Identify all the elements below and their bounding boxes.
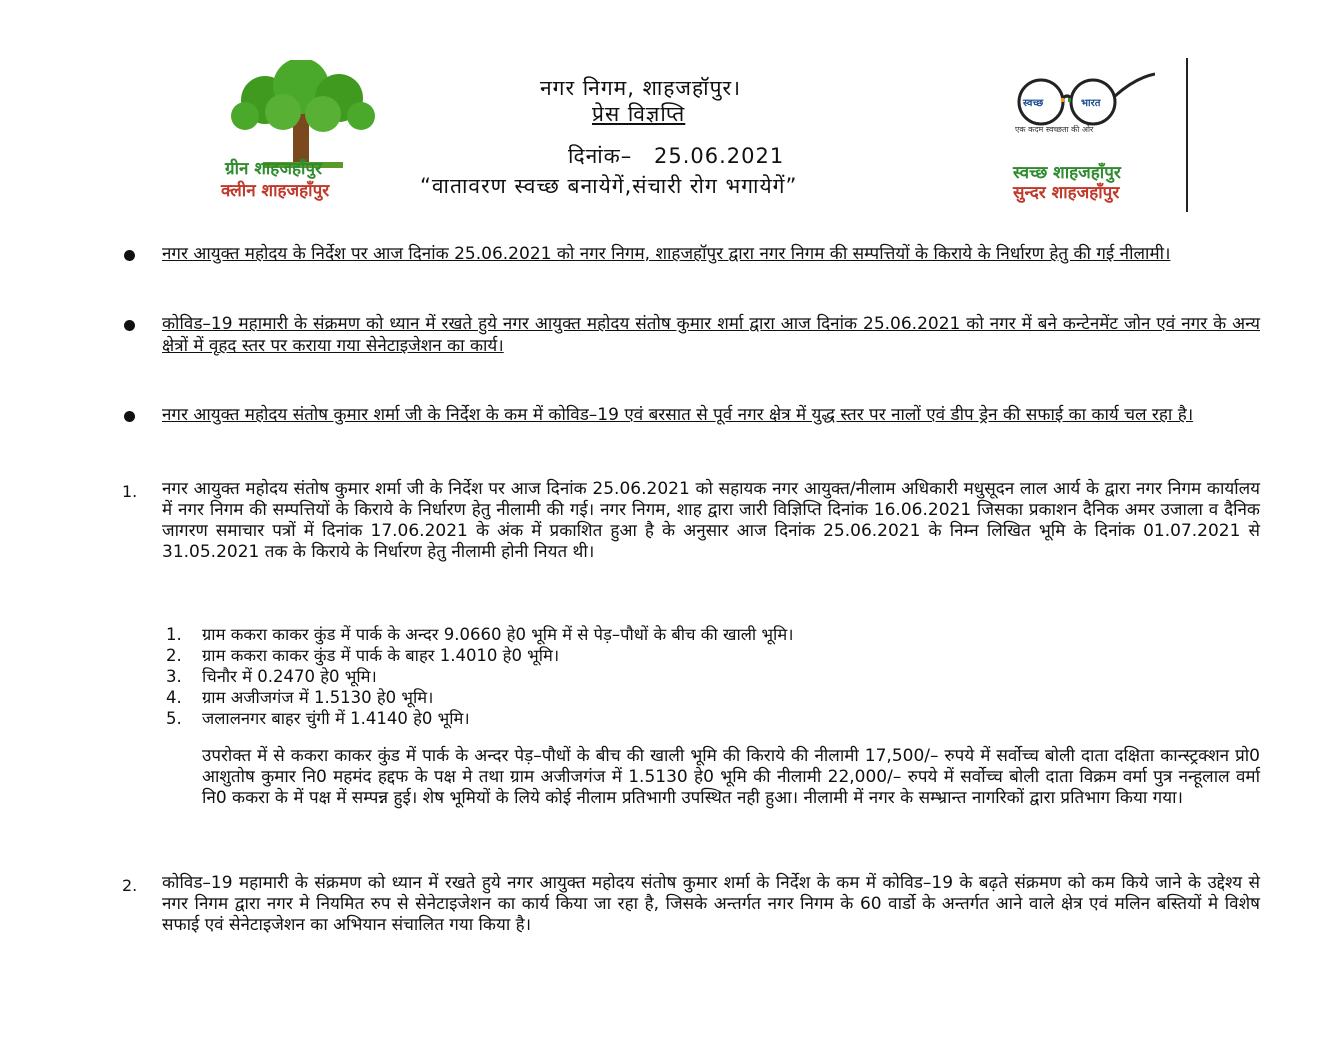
bullet-dot [124,411,135,422]
lens-left-text: स्वच्छ [1023,98,1044,109]
slogan: “वातावरण स्वच्छ बनायेगें,संचारी रोग भगायेगें” [420,174,798,198]
land-item-text: जलालनगर बाहर चुंगी में 1.4140 हे0 भूमि। [202,709,470,728]
logo-tagline: एक कदम स्वच्छता की ओर [1015,125,1094,134]
left-logo-line1: ग्रीन शाहजहाँपुर [225,159,322,179]
date-value: 25.06.2021 [654,144,785,168]
list-item: 4. ग्राम अजीजगंज में 1.5130 हे0 भूमि। [166,688,434,707]
lens-right-text: भारत [1081,98,1101,109]
land-item-text: ग्राम ककरा काकर कुंड में पार्क के अन्दर 9.0660 हे0 भूमि में से पेड़–पौधों के बीच की खाली भूमि। [202,625,794,644]
org-name: नगर निगम, शाहजहॉपुर। [540,76,742,100]
right-logo-line2: सुन्दर शाहजहाँपुर [1013,183,1120,203]
section-1-number: 1. [122,482,138,501]
bullet-3: नगर आयुक्त महोदय संतोष कुमार शर्मा जी के निर्देश के कम में कोविड–19 एवं बरसात से पूर्व नगर क्षेत्र में युद्ध स्तर पर नालों एवं डीप ड्रेन की सफाई का कार्य चल रहा है। [162,405,1194,425]
list-item: 5. जलालनगर बाहर चुंगी में 1.4140 हे0 भूमि। [166,709,470,728]
section-2-text: कोविड–19 महामारी के संक्रमण को ध्यान में रखते हुये नगर आयुक्त महोदय संतोष कुमार शर्मा के निर्देश के कम में कोविड–19 के बढ़ते संक्रमण को कम किये जाने के उद्देश्य से नगर निगम द्वारा नगर मे नियमित रुप से सेनेटाइजेशन का कार्य किया जा रहा है, जिसके अन्तर्गत नगर निगम के 60 वार्डो के अन्तर्गत आने वाले क्षेत्र एवं मलिन बस्तियों मे विशेष सफाई एवं सेनेटाइजेशन का अभियान संचालित गया किया है। [162,873,1260,935]
list-item: 2. ग्राम ककरा काकर कुंड में पार्क के बाहर 1.4010 हे0 भूमि। [166,646,560,665]
list-item: 3. चिनौर में 0.2470 हे0 भूमि। [166,667,377,686]
date-line [568,142,784,170]
auction-summary: उपरोक्त में से ककरा काकर कुंड में पार्क के अन्दर पेड़–पौधों के बीच की खाली भूमि की किराये की नीलामी 17,500/– रुपये में सर्वोच्च बोली दाता दक्षिता कान्स्ट्रक्शन प्रो0 आशुतोष कुमार नि0 महमंद हद्दफ के पक्ष मे तथा ग्राम अजीजगंज में 1.5130 हे0 भूमि की नीलामी 22,000/– रुपये में सर्वोच्च बोली दाता विक्रम वर्मा पुत्र नन्हूलाल वर्मा नि0 ककरा के में पक्ष में सम्पन्न हुई। शेष भूमियों के लिये कोई नीलाम प्रतिभागी उपस्थित नही हुआ। नीलामी में नगर के सम्भ्रान्त नागरिकों द्वारा प्रतिभाग किया गया। [202,746,1260,808]
right-logo-line1: स्वच्छ शाहजहाँपुर [1013,163,1121,183]
doc-type: प्रेस विज्ञप्ति [592,102,686,126]
land-item-text: ग्राम अजीजगंज में 1.5130 हे0 भूमि। [202,688,434,707]
bullet-1: नगर आयुक्त महोदय के निर्देश पर आज दिनांक 25.06.2021 को नगर निगम, शाहजहॉपुर द्वारा नगर निगम की सम्पत्तियों के किराये के निर्धारण हेतु की गई नीलामी। [162,244,1171,264]
land-item-text: ग्राम ककरा काकर कुंड में पार्क के बाहर 1.4010 हे0 भूमि। [202,646,560,665]
bullet-2: कोविड–19 महामारी के संक्रमण को ध्यान में रखते हुये नगर आयुक्त महोदय संतोष कुमार शर्मा द्वारा आज दिनांक 25.06.2021 को नगर में बने कन्टेनमेंट जोन एवं नगर के अन्य क्षेत्रों में वृहद स्तर पर कराया गया सेनेटाइजेशन का कार्य। [162,314,1260,356]
bullet-dot [124,250,135,261]
list-item: 1. ग्राम ककरा काकर कुंड में पार्क के अन्दर 9.0660 हे0 भूमि में से पेड़–पौधों के बीच की खाली भूमि। [166,625,794,644]
date-label: दिनांक– [568,144,633,168]
header-divider [1186,58,1188,212]
land-list [162,624,1260,729]
bullet-dot [124,320,135,331]
section-2-number: 2. [122,876,138,895]
left-logo-line2: क्लीन शाहजहाँपुर [221,181,330,201]
land-item-text: चिनौर में 0.2470 हे0 भूमि। [202,667,377,686]
green-shahjahanpur-logo [205,60,405,200]
section-1-text: नगर आयुक्त महोदय संतोष कुमार शर्मा जी के निर्देश पर आज दिनांक 25.06.2021 को सहायक नगर आयुक्त/नीलाम अधिकारी मधुसूदन लाल आर्य के द्वारा नगर निगम कार्यालय में नगर निगम की सम्पत्तियों के किराये के निर्धारण हेतु नीलामी की गई। नगर निगम, शाह द्वारा जारी विज्ञिप्ति दिनांक 16.06.2021 जिसका प्रकाशन दैनिक अमर उजाला व दैनिक जागरण समाचार पत्रों में दिनांक 17.06.2021 के अंक में प्रकाशित हुआ है के अनुसार आज दिनांक 25.06.2021 के निम्न लिखित भूमि के दिनांक 01.07.2021 से 31.05.2021 तक के किराये के निर्धारण हेतु नीलामी होनी नियत थी। [162,479,1260,562]
swachh-bharat-logo [1005,68,1155,203]
